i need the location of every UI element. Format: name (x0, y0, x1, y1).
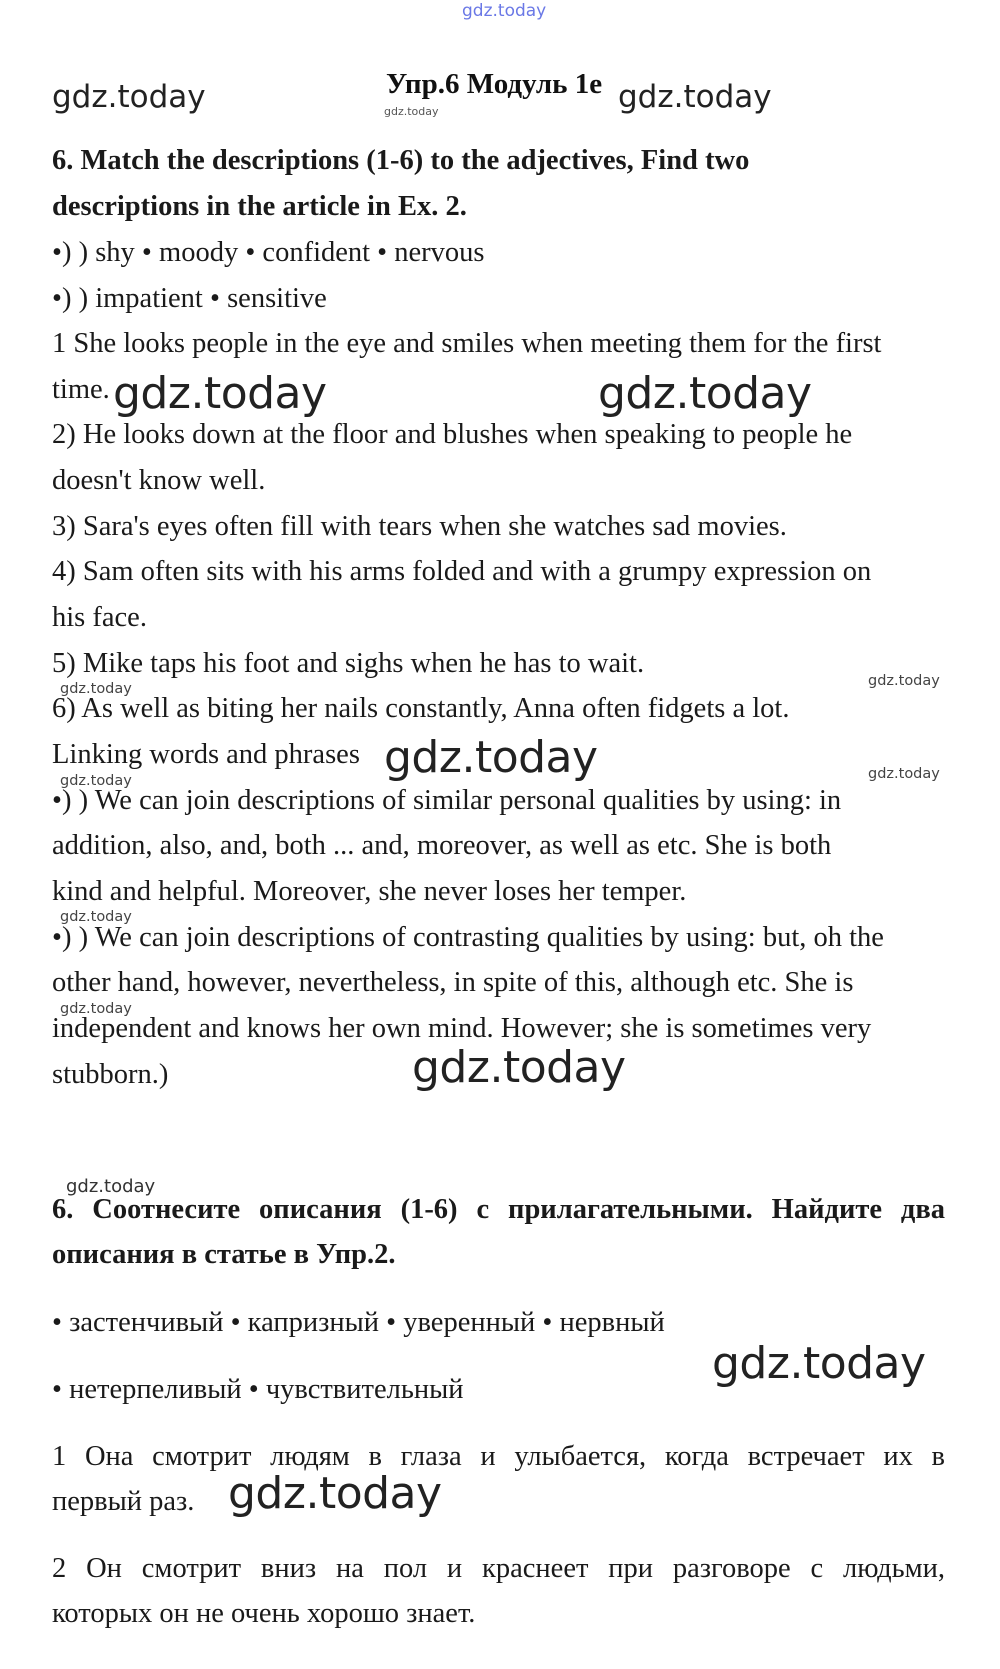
task-heading-en-line-1: 6. Match the descriptions (1-6) to the adjectives, Find two (52, 145, 750, 176)
linking-contrast-line-2: other hand, however, nevertheless, in spite of this, although etc. She is (52, 967, 854, 998)
adjectives-en-line-2: •) ) impatient • sensitive (52, 283, 327, 314)
watermark-header-right: gdz.today (618, 79, 772, 115)
watermark-mid-right: gdz.today (598, 368, 812, 419)
description-6: 6) As well as biting her nails constantly, Anna often fidgets a lot. (52, 693, 790, 724)
watermark-after-linking: gdz.today (412, 1042, 626, 1093)
linking-similar-line-3: kind and helpful. Moreover, she never loses her temper. (52, 876, 687, 907)
description-2-line-2: doesn't know well. (52, 465, 266, 496)
task-heading-en-line-2: descriptions in the article in Ex. 2. (52, 191, 467, 222)
watermark-linking: gdz.today (384, 732, 598, 783)
page-title: Упр.6 Модуль 1e (386, 68, 603, 100)
description-1-line-1: 1 She looks people in the eye and smiles when meeting them for the first (52, 328, 882, 359)
watermark-small-1: gdz.today (60, 681, 132, 697)
description-4-line-1: 4) Sam often sits with his arms folded and with a grumpy expression on (52, 556, 872, 587)
watermark-small-4: gdz.today (868, 766, 940, 782)
description-ru-1-line-2: первый раз. (52, 1486, 195, 1517)
watermark-header-left: gdz.today (52, 79, 206, 115)
adjectives-ru-line-1: • застенчивый • капризный • уверенный • нервный (52, 1307, 665, 1338)
linking-contrast-line-1: •) ) We can join descriptions of contrasting qualities by using: but, oh the (52, 922, 884, 953)
description-ru-2-line-1: 2 Он смотрит вниз на пол и краснеет при разговоре с людьми, (52, 1553, 945, 1584)
description-4-line-2: his face. (52, 602, 147, 633)
watermark-under-title: gdz.today (384, 105, 439, 118)
linking-similar-line-2: addition, also, and, both ... and, moreover, as well as etc. She is both (52, 830, 832, 861)
watermark-mid-left: gdz.today (113, 368, 327, 419)
task-heading-ru-line-2: описания в статье в Упр.2. (52, 1239, 396, 1270)
adjectives-ru-line-2: • нетерпеливый • чувствительный (52, 1374, 464, 1405)
watermark-ru-adjectives: gdz.today (712, 1338, 926, 1389)
top-watermark: gdz.today (462, 1, 547, 21)
linking-contrast-line-4: stubborn.) (52, 1059, 169, 1090)
description-3: 3) Sara's eyes often fill with tears when she watches sad movies. (52, 511, 787, 542)
linking-heading: Linking words and phrases (52, 739, 360, 770)
linking-contrast-line-3: independent and knows her own mind. However; she is sometimes very (52, 1013, 872, 1044)
watermark-small-6: gdz.today (60, 1001, 132, 1017)
description-ru-2-line-2: которых он не очень хорошо знает. (52, 1598, 476, 1629)
task-heading-ru-line-1: 6. Соотнесите описания (1-6) с прилагательными. Найдите два (52, 1194, 945, 1225)
watermark-small-3: gdz.today (60, 773, 132, 789)
linking-similar-line-1: •) ) We can join descriptions of similar personal qualities by using: in (52, 785, 842, 816)
watermark-small-2: gdz.today (868, 673, 940, 689)
watermark-small-5: gdz.today (60, 909, 132, 925)
watermark-ru-items: gdz.today (228, 1468, 442, 1519)
adjectives-en-line-1: •) ) shy • moody • confident • nervous (52, 237, 485, 268)
description-2-line-1: 2) He looks down at the floor and blushes when speaking to people he (52, 419, 853, 450)
description-ru-1-line-1: 1 Она смотрит людям в глаза и улыбается, когда встречает их в (52, 1441, 945, 1472)
watermark-russian-heading: gdz.today (66, 1176, 156, 1197)
description-5: 5) Mike taps his foot and sighs when he has to wait. (52, 648, 645, 679)
description-1-line-2: time. (52, 374, 110, 405)
